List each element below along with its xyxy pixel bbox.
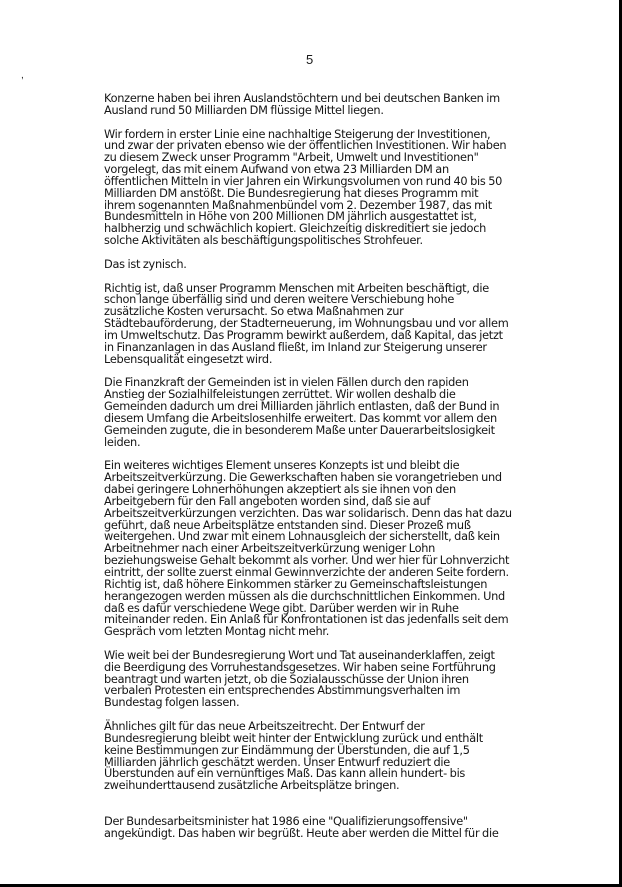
paragraph-4: Richtig ist, daß unser Programm Menschen mit Arbeiten beschäftigt, die schon lange überfällig sind und deren weitere Verschiebung hohe zusätzliche Kosten verursacht. So etwa Maßnahmen zur Städtebauförderung, der Stadterneuerung, im Wohnungsbau und vor allem im Umweltschutz. Das Programm bewirkt außerdem, daß Kapital, das jetzt in Finanzanlagen in das Ausland fließt, im Inland zur Steigerung unserer Lebensqualität eingesetzt wird.: [104, 280, 509, 366]
paragraph-1: Konzerne haben bei ihren Auslandstöchtern und bei deutschen Banken im Ausland rund 50 Milliarden DM flüssige Mittel liegen.: [104, 91, 500, 117]
body-text: [104, 93, 512, 852]
paragraph-7: Wie weit bei der Bundesregierung Wort und Tat auseinanderklaffen, zeigt die Beerdigung des Vorruhestandsgesetzes. Wir haben seine Fortführung beantragt und warten jetzt, ob die Sozialausschüsse der Union ihren verbalen Protesten ein entsprechendes Abstimmungsverhalten im Bundestag folgen lassen.: [104, 647, 496, 710]
scan-artifact-mark: ,: [21, 70, 24, 81]
paragraph-9: Der Bundesarbeitsminister hat 1986 eine "Qualifizierungsoffensive" angekündigt. Das haben wir begrüßt. Heute aber werden die Mittel für die: [104, 814, 499, 840]
page-number: 5: [306, 52, 314, 67]
paragraph-5: Die Finanzkraft der Gemeinden ist in vielen Fällen durch den rapiden Anstieg der Sozialhilfeleistungen zerrüttet. Wir wollen deshalb die Gemeinden dadurch um drei Milliarden jährlich entlasten, daß der Bund in diesem Umfang die Arbeitslosenhilfe erweitert. Das kommt vor allem den Gemeinden zugute, die in besonderem Maße unter Dauerarbeitslosigkeit leiden.: [104, 375, 500, 449]
paragraph-2: Wir fordern in erster Linie eine nachhaltige Steigerung der Investitionen, und zwar der privaten ebenso wie der öffentlichen Investitionen. Wir haben zu diesem Zweck unser Programm "Arbeit, Umwelt und Investitionen" vorgelegt, das mit einem Aufwand von etwa 23 Milliarden DM an öffentlichen Mitteln in vier Jahren ein Wirkungsvolumen von rund 40 bis 50 Milliarden DM anstößt. Die Bundesregierung hat dieses Programm mit ihrem sogenannten Maßnahmenbündel vom 2. Dezember 1987, das mit Bundesmitteln in Höhe von 200 Millionen DM jährlich ausgestattet ist, halbherzig und schwächlich kopiert. Gleichzeitig diskreditiert sie jedoch solche Aktivitäten als beschäftigungspolitisches Strohfeuer.: [104, 126, 507, 248]
paragraph-8: Ähnliches gilt für das neue Arbeitszeitrecht. Der Entwurf der Bundesregierung bleibt weit hinter der Entwicklung zurück und enthält keine Bestimmungen zur Eindämmung der Überstunden, die auf 1,5 Milliarden jährlich geschätzt werden. Unser Entwurf reduziert die Überstunden auf ein vernünftiges Maß. Das kann allein hundert- bis zweihunderttausend zusätzliche Arbeitsplätze bringen.: [104, 719, 483, 793]
paragraph-6: Ein weiteres wichtiges Element unseres Konzepts ist und bleibt die Arbeitszeitverkürzung. Die Gewerkschaften haben sie vorangetrieben und dabei geringere Lohnerhöhungen akzeptiert als sie ihnen von den Arbeitgebern für den Fall angeboten worden sind, daß sie auf Arbeitszeitverkürzungen verzichten. Das war solidarisch. Denn das hat dazu geführt, daß neue Arbeitsplätze entstanden sind. Dieser Prozeß muß weitergehen. Und zwar mit einem Lohnausgleich der sicherstellt, daß kein Arbeitnehmer nach einer Arbeitszeitverkürzung weniger Lohn beziehungsweise Gehalt bekommt als vorher. Und wer hier für Lohnverzicht eintritt, der sollte zuerst einmal Gewinnverzichte der anderen Seite fordern. Richtig ist, daß höhere Einkommen stärker zu Gemeinschaftsleistungen herangezogen werden müssen als die durchschnittlichen Einkommen. Und daß es dafür verschiedene Wege gibt. Darüber werden wir in Ruhe miteinander reden. Ein Anlaß für Konfrontationen ist das jedenfalls seit dem Gespräch vom letzten Montag nicht mehr.: [104, 458, 512, 639]
paragraph-3: Das ist zynisch.: [104, 256, 187, 271]
